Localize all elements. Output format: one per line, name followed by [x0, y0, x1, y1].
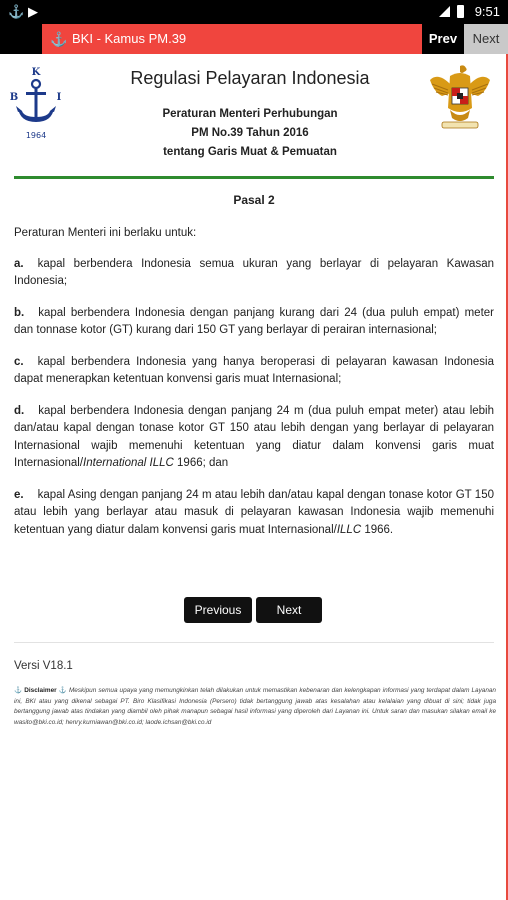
article-content — [14, 225, 494, 553]
item-letter: a. — [14, 257, 24, 270]
header-divider — [14, 176, 494, 179]
article-intro: Peraturan Menteri ini berlaku untuk: — [14, 227, 197, 239]
next-button[interactable]: Next — [464, 24, 508, 54]
item-text: kapal berbendera Indonesia yang hanya beroperasi di pelayaran kawasan Indonesia dapat menerapkan ketentuan konvensi garis muat Internasional; — [14, 355, 494, 385]
previous-button[interactable]: Previous — [184, 597, 252, 623]
list-item — [14, 305, 494, 340]
item-text-end: 1966. — [361, 523, 394, 536]
version-label: Versi V18.1 — [14, 660, 73, 672]
disclaimer-label: Disclaimer — [24, 687, 57, 694]
signal-icon — [439, 6, 450, 17]
list-item — [14, 354, 494, 389]
list-item — [14, 256, 494, 291]
status-time: 9:51 — [474, 4, 500, 19]
disclaimer — [14, 686, 496, 728]
logo-letter-k: K — [31, 67, 41, 78]
item-letter: e. — [14, 488, 24, 501]
list-item — [14, 403, 494, 473]
item-text-italic: International ILLC — [83, 457, 174, 469]
footer-divider — [14, 642, 494, 643]
app-title: BKI - Kamus PM.39 — [72, 31, 187, 46]
item-text: kapal berbendera Indonesia dengan panjang 24 m (dua puluh empat meter) atau lebih dan/atau kapal dengan tonase kotor GT 150 atau lebih dengan yang berlayar di pelayaran Internasional wajib memenuhi ketentuan yang diatur dalam konvensi garis muat Internasional/ — [14, 404, 494, 469]
item-letter: c. — [14, 355, 24, 368]
app-bar-edge — [0, 24, 42, 54]
disclaimer-text: Meskipun semua upaya yang memungkinkan telah dilakukan untuk memastikan kebenaran dan kelengkapan informasi yang terdapat dalam Layanan ini, BKI atau yang dikenal sebagai PT. Biro Klasifikasi Indonesia (Persero) tidak bertanggung jawab atas kesalahan atau kelalaian yang dibuat di sini; tidak juga bertanggung jawab atas tindakan yang diambil oleh pihak manapun sebagai hasil informasi yang diperoleh dari Layanan ini. Untuk saran dan masukan silakan email ke wasito@bki.co.id; henry.kurniawan@bki.co.id; laode.ichsan@bki.co.id — [14, 687, 496, 726]
item-text-end: 1966; dan — [173, 457, 229, 469]
article-navigation — [0, 597, 508, 623]
logo-letter-b: B — [10, 92, 19, 103]
list-item — [14, 487, 494, 540]
item-letter: d. — [14, 404, 25, 417]
app-bar — [0, 24, 508, 54]
item-text-italic: ILLC — [336, 523, 362, 536]
status-bar — [0, 0, 508, 24]
prev-button[interactable]: Prev — [422, 24, 464, 54]
page-header — [0, 54, 508, 178]
item-text: kapal berbendera Indonesia semua ukuran yang berlayar di pelayaran Kawasan Indonesia; — [14, 257, 494, 287]
item-text: kapal berbendera Indonesia dengan panjang kurang dari 24 (dua puluh empat) meter dan tonnase kotor (GT) kurang dari 150 GT yang berlayar di perairan internasional; — [14, 306, 494, 336]
anchor-icon: ⚓ — [50, 31, 68, 47]
logo-year: 1964 — [25, 131, 47, 140]
play-icon: ▶ — [28, 4, 38, 19]
page-subtitle-2: PM No.39 Tahun 2016 — [191, 127, 309, 139]
page-subtitle-3: tentang Garis Muat & Pemuatan — [163, 146, 337, 158]
item-text: kapal Asing dengan panjang 24 m atau lebih dan/atau kapal dengan tonase kotor GT 150 atau lebih yang berlayar atau masuk di pelayaran kawasan Indonesia wajib memenuhi ketentuan yang diatur dalam konvensi garis muat Internasional/ — [14, 488, 494, 536]
anchor-icon: ⚓ — [14, 687, 23, 694]
logo-letter-i: I — [56, 92, 62, 103]
next-article-button[interactable]: Next — [256, 597, 322, 623]
anchor-icon: ⚓ — [58, 687, 67, 694]
garuda-emblem — [428, 62, 492, 132]
bki-logo — [10, 64, 62, 142]
article-heading: Pasal 2 — [233, 193, 275, 207]
page-title: Regulasi Pelayaran Indonesia — [130, 68, 370, 88]
battery-icon — [457, 5, 464, 18]
page-subtitle-1: Peraturan Menteri Perhubungan — [162, 108, 338, 120]
item-letter: b. — [14, 306, 25, 319]
app-notification-icon: ⚓ — [8, 4, 25, 19]
